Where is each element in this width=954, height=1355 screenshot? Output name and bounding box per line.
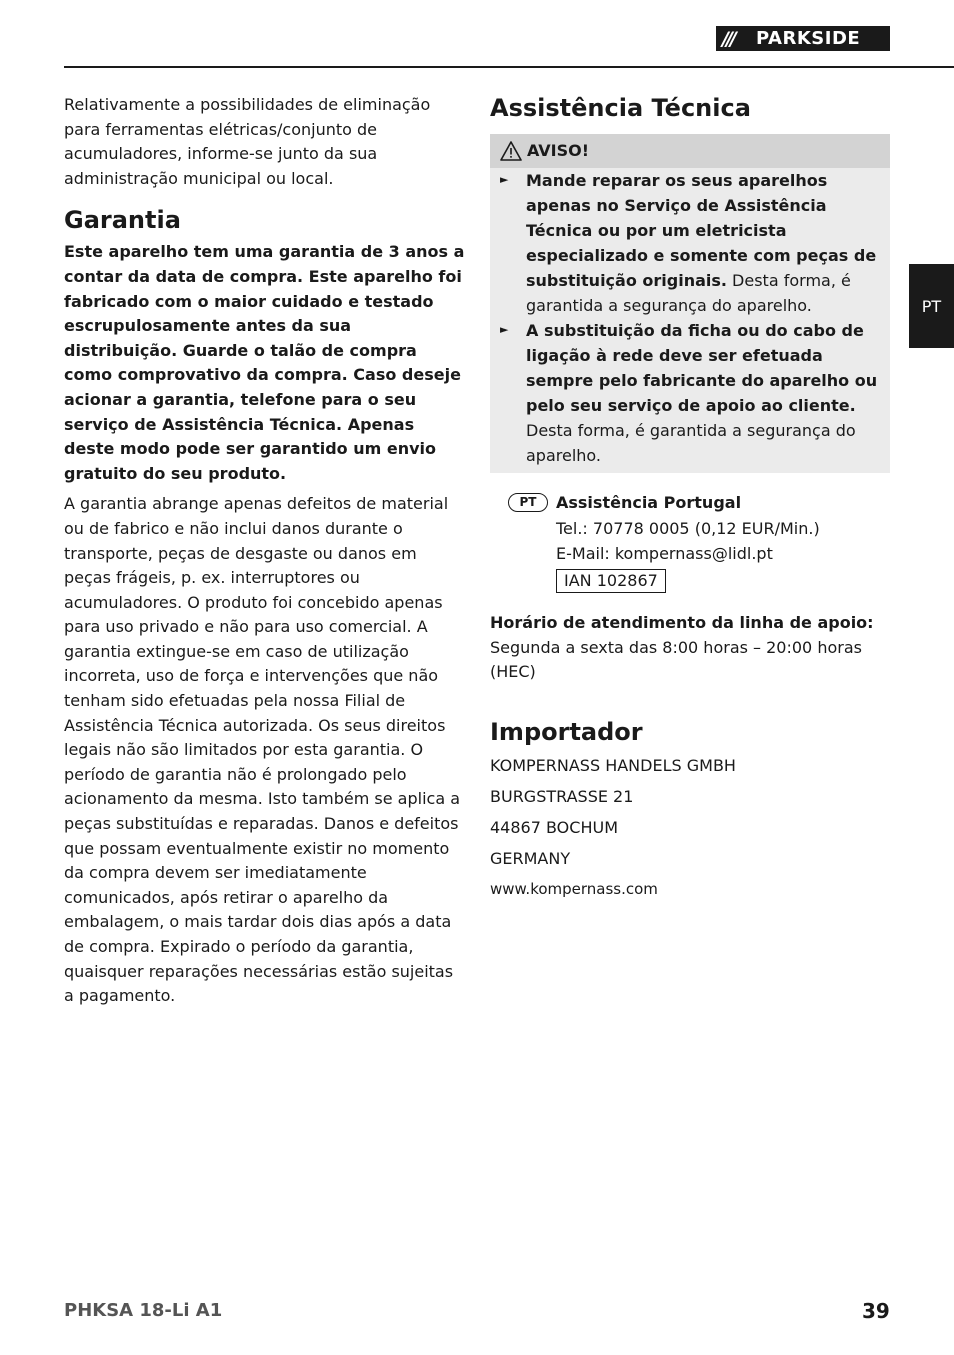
header-rule [64, 66, 954, 68]
garantia-paragraph: A garantia abrange apenas defeitos de material ou de fabrico e não inclui danos durante o transporte, peças de desgaste ou danos em peças frágeis, p. ex. interruptores ou acumuladores. O produto foi concebido apenas para uso privado e não para uso comercial. A garantia extingue-se em caso de utilização incorreta, uso de força e intervenções que não tenham sido efetuadas pela nossa Filial de Assistência Técnica autorizada. Os seus direitos legais não são limitados por esta garantia. O período de garantia não é prolongado pelo acionamento da mesma. Isto também se aplica a peças substituídas e reparadas. Danos e defeitos que possam eventualmente existir no momento da compra devem ser imediatamente comunicados, após retirar o aparelho da embalagem, o mais tardar dois dias após a data de compra. Expirado o período da garantia, quaisquer reparações necessárias estão sujeitas a pagamento. [64, 494, 461, 1006]
language-tab: PT [909, 264, 954, 348]
service-name: Assistência Portugal [556, 493, 742, 512]
warning-item [490, 168, 890, 318]
website-link[interactable]: www.kompernass.com [490, 879, 658, 898]
service-contact [508, 490, 890, 593]
warning-item-bold: A substituição da ficha ou do cabo de ligação à rede deve ser efetuada sempre pelo fabricante do aparelho ou pelo seu serviço de apoio ao cliente. [526, 321, 878, 415]
ian-box: IAN 102867 [556, 569, 666, 593]
parkside-logo [716, 26, 890, 51]
warning-icon [500, 141, 522, 161]
warning-item-normal: Desta forma, é garantida a segurança do aparelho. [526, 421, 856, 465]
service-email: E-Mail: kompernass@lidl.pt [556, 544, 773, 563]
importador-heading: Importador [490, 717, 643, 746]
warning-header [490, 134, 890, 168]
left-column [64, 93, 466, 1009]
service-tel: Tel.: 70778 0005 (0,12 EUR/Min.) [556, 518, 820, 538]
garantia-bold-paragraph: Este aparelho tem uma garantia de 3 anos a contar da data de compra. Este aparelho foi fabricado com o maior cuidado e testado escrupulosamente antes da sua distribuição. Guarde o talão de compra como comprovativo da compra. Caso deseje acionar a garantia, telefone para o seu serviço de Assistência Técnica. Apenas deste modo pode ser garantido um envio gratuito do seu produto. [64, 242, 465, 483]
warning-box [490, 134, 890, 473]
triangle-bullet-icon: ► [500, 173, 509, 186]
address-line: GERMANY [490, 848, 571, 868]
right-column [490, 93, 890, 905]
assistencia-heading: Assistência Técnica [490, 94, 751, 122]
warning-item-normal: Desta forma, é garantida a segurança do aparelho. [526, 271, 851, 315]
disposal-paragraph: Relativamente a possibilidades de eliminação para ferramentas elétricas/conjunto de acumuladores, informe-se junto da sua administração municipal ou local. [64, 95, 431, 188]
importer-address [490, 750, 890, 874]
footer-model: PHKSA 18-Li A1 [64, 1300, 223, 1321]
address-line: KOMPERNASS HANDELS GMBH [490, 755, 736, 775]
hours-text: Segunda a sexta das 8:00 horas – 20:00 horas (HEC) [490, 637, 862, 682]
address-line: 44867 BOCHUM [490, 817, 618, 837]
page-number: 39 [862, 1299, 890, 1323]
hours-title: Horário de atendimento da linha de apoio: [490, 613, 874, 632]
warning-item-bold: Mande reparar os seus aparelhos apenas no Serviço de Assistência Técnica ou por um eletricista especializado e somente com peças de substituição originais. [526, 171, 877, 290]
logo-slashes: /// [722, 27, 734, 50]
garantia-heading: Garantia [64, 206, 181, 235]
warning-item [490, 318, 890, 468]
country-badge: PT [508, 493, 548, 512]
address-line: BURGSTRASSE 21 [490, 786, 634, 806]
logo-text: PARKSIDE [756, 28, 861, 49]
warning-label: AVISO! [527, 140, 590, 160]
triangle-bullet-icon: ► [500, 323, 509, 336]
